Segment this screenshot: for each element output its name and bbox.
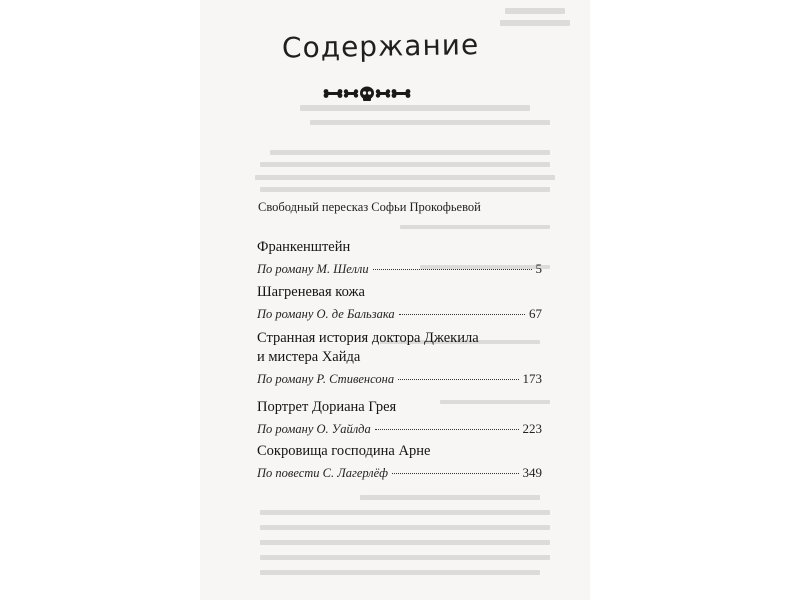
- entry-page-number: 349: [522, 465, 542, 480]
- entry-author: По повести С. Лагерлёф: [257, 466, 389, 480]
- dot-leader: [392, 473, 518, 474]
- entry-title: Сокровища господина Арне: [257, 443, 431, 459]
- toc-entry: [257, 329, 542, 387]
- entry-author: По роману О. де Бальзака: [257, 307, 395, 321]
- entry-page-number: 173: [522, 371, 542, 386]
- entry-title: Странная история доктора Джекила и мистера Хайда: [257, 330, 479, 365]
- entry-author: По роману Р. Стивенсона: [257, 372, 395, 386]
- entry-line: [257, 371, 542, 387]
- dot-leader: [373, 269, 532, 270]
- entry-title: Портрет Дориана Грея: [257, 399, 397, 415]
- entry-title: Шагреневая кожа: [257, 284, 365, 300]
- dot-leader: [399, 314, 525, 315]
- toc-entry: [257, 238, 542, 277]
- dot-leader: [398, 379, 518, 380]
- toc-entry: [257, 398, 542, 437]
- page-title: Содержание: [281, 28, 480, 65]
- retelling-credit: Свободный пересказ Софьи Прокофьевой: [258, 200, 481, 214]
- entry-line: [257, 465, 542, 481]
- entry-line: [257, 421, 542, 437]
- entry-line: [257, 261, 542, 277]
- entry-page-number: 223: [522, 421, 542, 436]
- toc-entry: [257, 283, 542, 322]
- entry-page-number: 5: [535, 261, 542, 276]
- bones-and-skull-icon: [322, 84, 412, 109]
- entry-page-number: 67: [529, 306, 542, 321]
- entry-author: По роману О. Уайлда: [257, 422, 371, 436]
- dot-leader: [375, 429, 519, 430]
- entry-title: Франкенштейн: [257, 239, 351, 255]
- entry-author: По роману М. Шелли: [257, 262, 369, 276]
- toc-entry: [257, 442, 542, 481]
- entry-line: [257, 306, 542, 322]
